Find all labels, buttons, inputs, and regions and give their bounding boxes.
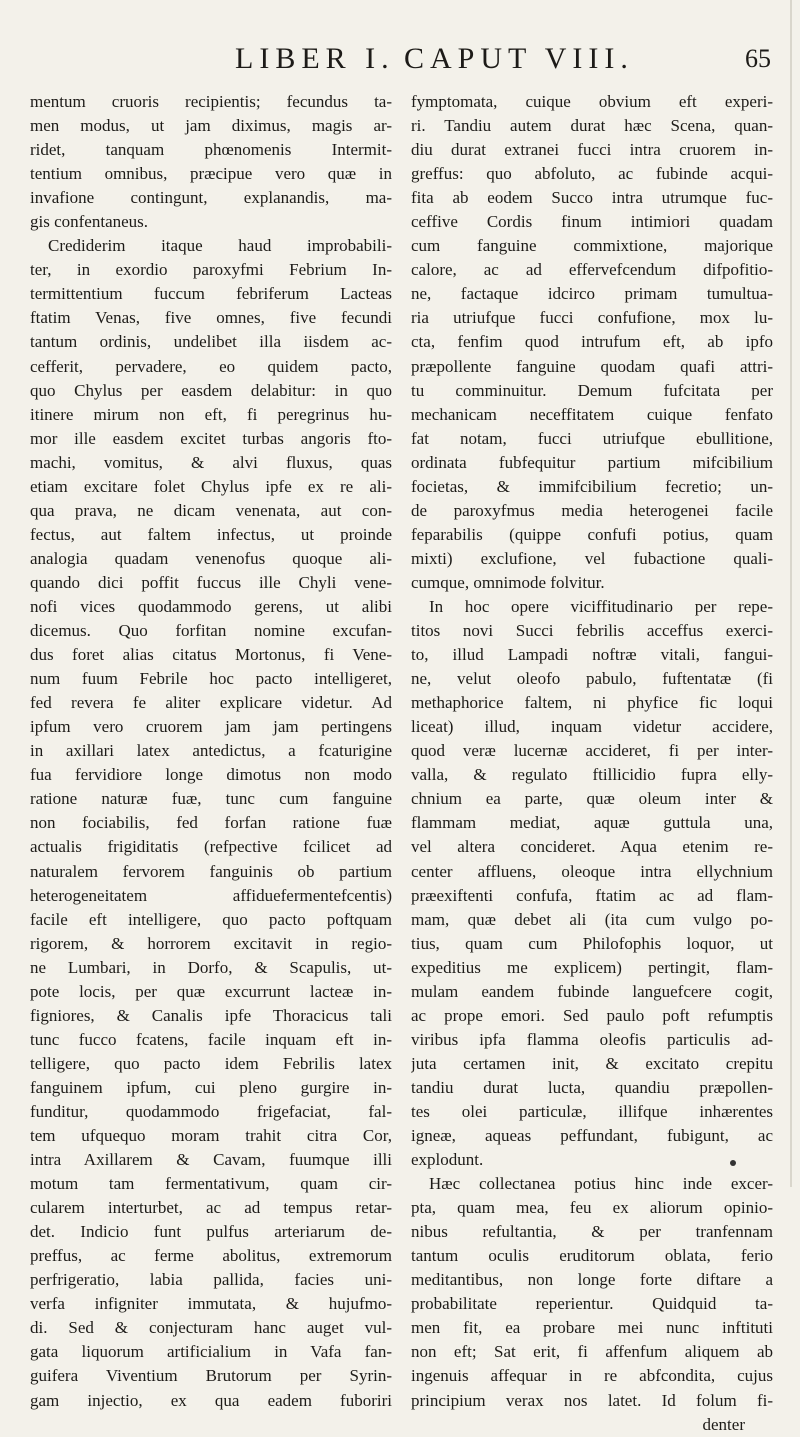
text-line: preffus, ac ferme abolitus, extremorum: [30, 1246, 392, 1266]
text-line: ceffive Cordis finum intimiori quadam: [411, 212, 773, 232]
text-line: titos novi Succi febrilis acceffus exerci-: [411, 621, 773, 641]
catchword: denter: [702, 1414, 745, 1434]
text-line: analogia quadam venenofus quoque ali-: [30, 548, 392, 568]
text-line: ftatim Venas, five omnes, five fecundi: [30, 308, 392, 328]
text-line: motum tam fermentativum, quam cir-: [30, 1174, 392, 1194]
text-line: expeditius me explicem) pertingit, flam-: [411, 957, 773, 977]
text-line: gata liquorum artificialium in Vafa fan-: [30, 1342, 392, 1362]
text-line: pta, quam mea, feu ex aliorum opinio-: [411, 1198, 773, 1218]
text-line: actualis frigiditatis (refpective fcilicet ad: [30, 837, 392, 857]
text-line: tantum ordinis, undelibet illa iisdem ac-: [30, 332, 392, 352]
text-line: termittentium fuccum febriferum Lacteas: [30, 284, 392, 304]
text-line: figniores, & Canalis ipfe Thoracicus tali: [30, 1005, 392, 1025]
text-line: quando dici poffit fuccus ille Chyli vene-: [30, 572, 392, 592]
text-line: intra Axillarem & Cavam, fuumque illi: [30, 1150, 392, 1170]
text-line: mor ille easdem excitet turbas angoris fto-: [30, 428, 392, 448]
text-line: feparabilis (quippe confufi potius, quam: [411, 524, 773, 544]
text-line: mentum cruoris recipientis; fecundus ta-: [30, 92, 392, 111]
page-number: 65: [745, 44, 771, 73]
text-line: diu durat extranei fucci intra cruorem in-: [411, 140, 773, 160]
text-line: Hæc collectanea potius hinc inde excer-: [429, 1174, 773, 1194]
text-line: ratione naturæ fuæ, tunc cum fanguine: [30, 789, 392, 809]
text-line: tandiu durat lucta, quandiu præpollen-: [411, 1077, 773, 1097]
text-line: perfrigeratio, labia pallida, facies uni-: [30, 1270, 392, 1290]
left-column: [30, 90, 392, 1413]
text-line: non fociabilis, fed forfan ratione fuæ: [30, 813, 392, 833]
text-line: num fuum Febrile hoc pacto intelligeret,: [30, 669, 392, 689]
text-line: cumque, omnimode folvitur.: [411, 572, 605, 592]
text-line: quod veræ lucernæ accideret, fi per inter-: [411, 741, 773, 761]
text-line: in axillari latex antedictus, a fcaturigine: [30, 741, 392, 761]
text-line: liceat) illud, inquam videtur accidere,: [411, 717, 773, 737]
text-line: invafione contingunt, explanandis, ma-: [30, 188, 392, 208]
page-edge-shadow: [790, 0, 792, 1187]
text-line: ingenuis affequar in re abfcondita, cujus: [411, 1366, 773, 1386]
running-head-book: LIBER I.: [235, 42, 395, 75]
text-line: fita ab eodem Succo intra utrumque fuc-: [411, 188, 773, 208]
text-line: fanguinem ipfum, cui pleno gurgire in-: [30, 1077, 392, 1097]
text-line: flammam mediat, aquæ guttula una,: [411, 813, 773, 833]
running-head-chapter: CAPUT VIII.: [404, 42, 634, 75]
text-line: calore, ac ad effervefcendum difpofitio-: [411, 260, 773, 280]
text-line: fat notam, fucci utriufque ebullitione,: [411, 428, 773, 448]
text-line: mixti) exclufione, vel fubactione quali-: [411, 548, 773, 568]
text-line: ipfum vero cruorem jam jam pertingens: [30, 717, 392, 737]
text-line: principium verax nos latet. Id folum fi-: [411, 1390, 773, 1410]
text-line: probabilitate reperientur. Quidquid ta-: [411, 1294, 773, 1314]
text-line: In hoc opere viciffitudinario per repe-: [429, 596, 773, 616]
text-line: tentium omnibus, præcipue vero quæ in: [30, 164, 392, 184]
text-line: dicemus. Quo forfitan nomine excufan-: [30, 621, 392, 641]
text-line: tius, quam cum Philofophis loquor, ut: [411, 933, 773, 953]
text-line: dus foret alias citatus Mortonus, fi Vene-: [30, 645, 392, 665]
text-line: præpollente fanguine quodam quafi attri-: [411, 356, 773, 376]
text-line: ne, velut oleofo pabulo, fuftentatæ (fi: [411, 669, 773, 689]
text-line: nibus refultantia, & per tranfennam: [411, 1222, 773, 1242]
text-line: tu comminuitur. Demum fufcitata per: [411, 380, 773, 400]
right-column: [411, 90, 773, 1437]
text-line: cefferit, pervadere, eo quidem pacto,: [30, 356, 392, 376]
ornament-dot: [730, 1160, 736, 1166]
text-line: guifera Viventium Brutorum per Syrin-: [30, 1366, 392, 1386]
text-line: focietas, & immifcibilium fecretio; un-: [411, 476, 773, 496]
text-line: ne Lumbari, in Dorfo, & Scapulis, ut-: [30, 957, 392, 977]
text-line: naturalem fervorem fanguinis ob partium: [30, 861, 392, 881]
text-line: men modus, ut jam diximus, magis ar-: [30, 116, 392, 136]
text-line: center affluens, oleoque intra ellychnium: [411, 861, 773, 881]
text-line: facile eft intelligere, quo pacto poftquam: [30, 909, 392, 929]
text-line: methaphorice faltem, ni phyfice fic loqui: [411, 693, 773, 713]
text-line: ridet, tanquam phœnomenis Intermit-: [30, 140, 392, 160]
text-line: fed revera fe aliter explicare videtur. Ad: [30, 693, 392, 713]
text-line: fua fervidiore longe dimotus non modo: [30, 765, 392, 785]
text-line: ac prope emori. Sed paulo poft refumptis: [411, 1005, 773, 1025]
text-line: greffus: quo abfoluto, ac fubinde acqui-: [411, 164, 773, 184]
text-line: tem ufquequo moram trahit citra Cor,: [30, 1126, 392, 1146]
text-line: det. Indicio funt pulfus arteriarum de-: [30, 1222, 392, 1242]
text-line: verfa infigniter immutata, & hujufmo-: [30, 1294, 392, 1314]
text-line: de paroxyfmus media heterogenei facile: [411, 500, 773, 520]
text-line: ri. Tandiu autem durat hæc Scena, quan-: [411, 116, 773, 136]
text-line: viribus ipfa flamma oleofis particulis ad-: [411, 1029, 773, 1049]
text-line: mulam eandem fubinde languefcere cogit,: [411, 981, 773, 1001]
text-line: ria utriufque fucci confufione, mox lu-: [411, 308, 773, 328]
text-line: ne, factaque idcirco primam tumultua-: [411, 284, 773, 304]
text-line: machi, vomitus, & alvi fluxus, quas: [30, 452, 392, 472]
text-line: heterogeneitatem affiduefermentefcentis): [30, 885, 392, 905]
text-line: mam, quæ debet ali (ita cum vulgo po-: [411, 909, 773, 929]
text-line: tunc fucco fcatens, facile inquam eft in-: [30, 1029, 392, 1049]
text-line: fectus, aut faltem infectus, ut proinde: [30, 524, 392, 544]
text-line: juta certamen init, & excitato crepitu: [411, 1053, 773, 1073]
text-line: etiam excitare folet Chylus ipfe ex re ali-: [30, 476, 392, 496]
text-line: men fit, ea probare mei nunc inftituti: [411, 1318, 773, 1338]
text-line: itinere mirum non eft, fi peregrinus hu-: [30, 404, 392, 424]
text-line: mechanicam neceffitatem cuique fenfato: [411, 404, 773, 424]
text-line: non eft; Sat erit, fi affenfum aliquem ab: [411, 1342, 773, 1362]
text-line: chnium ea parte, quæ oleum inter &: [411, 789, 773, 809]
text-line: fymptomata, cuique obvium eft experi-: [411, 92, 773, 111]
text-line: explodunt.: [411, 1150, 484, 1170]
text-line: tes olei particulæ, illifque inhærentes: [411, 1101, 773, 1121]
text-line: valla, & regulato ftillicidio fupra elly-: [411, 765, 773, 785]
text-line: quo Chylus per easdem delabitur: in quo: [30, 380, 392, 400]
text-line: Crediderim itaque haud improbabili-: [48, 236, 392, 256]
text-line: ter, in exordio paroxyfmi Febrium In-: [30, 260, 392, 280]
text-line: cularem interturbet, ac ad tempus retar-: [30, 1198, 392, 1218]
text-columns: [30, 90, 785, 1434]
text-line: ordinata fubfequitur partium mifcibilium: [411, 452, 773, 472]
text-line: cum fanguine commixtione, majorique: [411, 236, 773, 256]
text-line: funditur, quodammodo frigefaciat, fal-: [30, 1101, 392, 1121]
text-line: nofi vices quodammodo gerens, ut alibi: [30, 596, 392, 616]
text-line: præexiftenti confufa, ftatim ac ad flam-: [411, 885, 773, 905]
text-line: rigorem, & horrorem excitavit in regio-: [30, 933, 392, 953]
text-line: tantum oculis eruditorum oblata, ferio: [411, 1246, 773, 1266]
text-line: qua prava, ne dicam venenata, aut con-: [30, 500, 392, 520]
text-line: gam injectio, ex qua eadem fuboriri: [30, 1390, 392, 1410]
text-line: pote locis, per quæ excurrunt lacteæ in-: [30, 981, 392, 1001]
text-line: telligere, quo pacto idem Febrilis latex: [30, 1053, 392, 1073]
text-line: to, illud Lampadi noftræ vitali, fangui-: [411, 645, 773, 665]
text-line: gis confentaneus.: [30, 212, 149, 232]
running-head: [0, 42, 800, 88]
text-line: cta, fenfim quod intrufum eft, ab ipfo: [411, 332, 773, 352]
text-line: di. Sed & conjecturam hanc auget vul-: [30, 1318, 392, 1338]
text-line: meditantibus, non longe forte diftare a: [411, 1270, 773, 1290]
text-line: vel altera concideret. Aqua etenim re-: [411, 837, 773, 857]
text-line: igneæ, aqueas peffundant, fubigunt, ac: [411, 1126, 773, 1146]
